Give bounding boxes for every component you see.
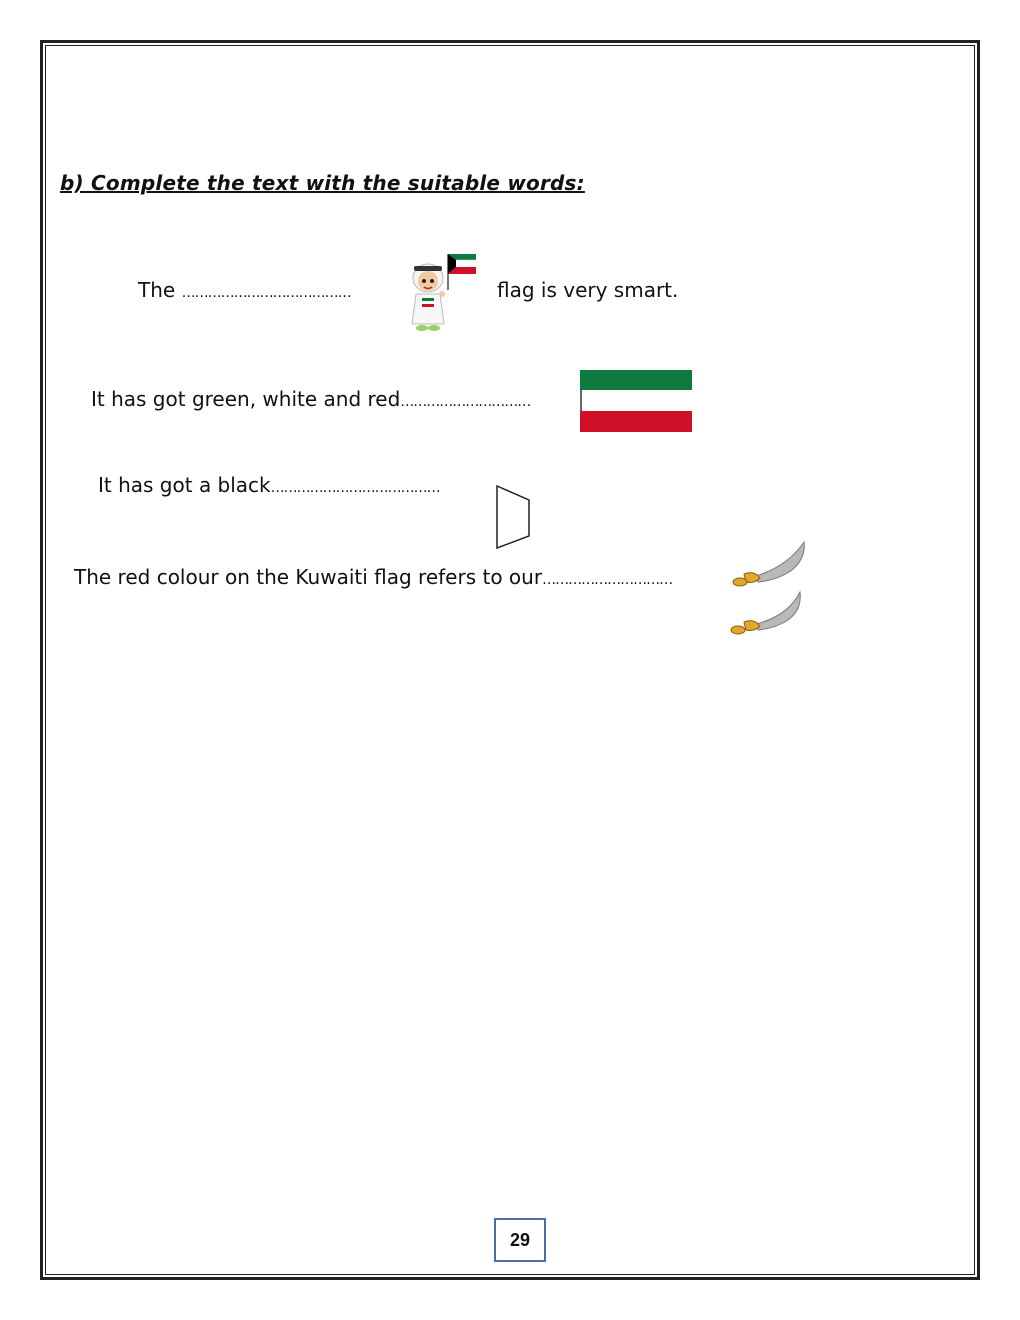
sentence-3-blank[interactable]: ………………………………… [270, 480, 440, 496]
sentence-2-before: It has got green, white and red [91, 387, 401, 411]
sentence-4 [74, 565, 672, 589]
kuwait-flag-icon [580, 370, 692, 432]
sentence-3-before: It has got a black [98, 473, 271, 497]
page-border-inner [45, 45, 975, 1275]
sentence-1 [138, 278, 351, 302]
swords-icon [726, 540, 810, 638]
sentence-2 [91, 387, 530, 411]
sentence-4-before: The red colour on the Kuwaiti flag refers to our [74, 565, 543, 589]
sentence-4-blank[interactable]: ………………………… [542, 572, 673, 588]
sentence-2-blank[interactable]: ………………………… [400, 394, 531, 410]
sentence-1-blank[interactable]: ………………………………… [181, 285, 351, 301]
sentence-1-before: The [138, 278, 182, 302]
sentence-3 [98, 473, 440, 497]
page-number: 29 [494, 1218, 546, 1262]
boy-with-flag-icon [404, 250, 480, 334]
exercise-heading: b) Complete the text with the suitable words: [60, 171, 585, 195]
trapezoid-shape-icon [494, 484, 534, 552]
sentence-1-after: flag is very smart. [497, 278, 679, 302]
